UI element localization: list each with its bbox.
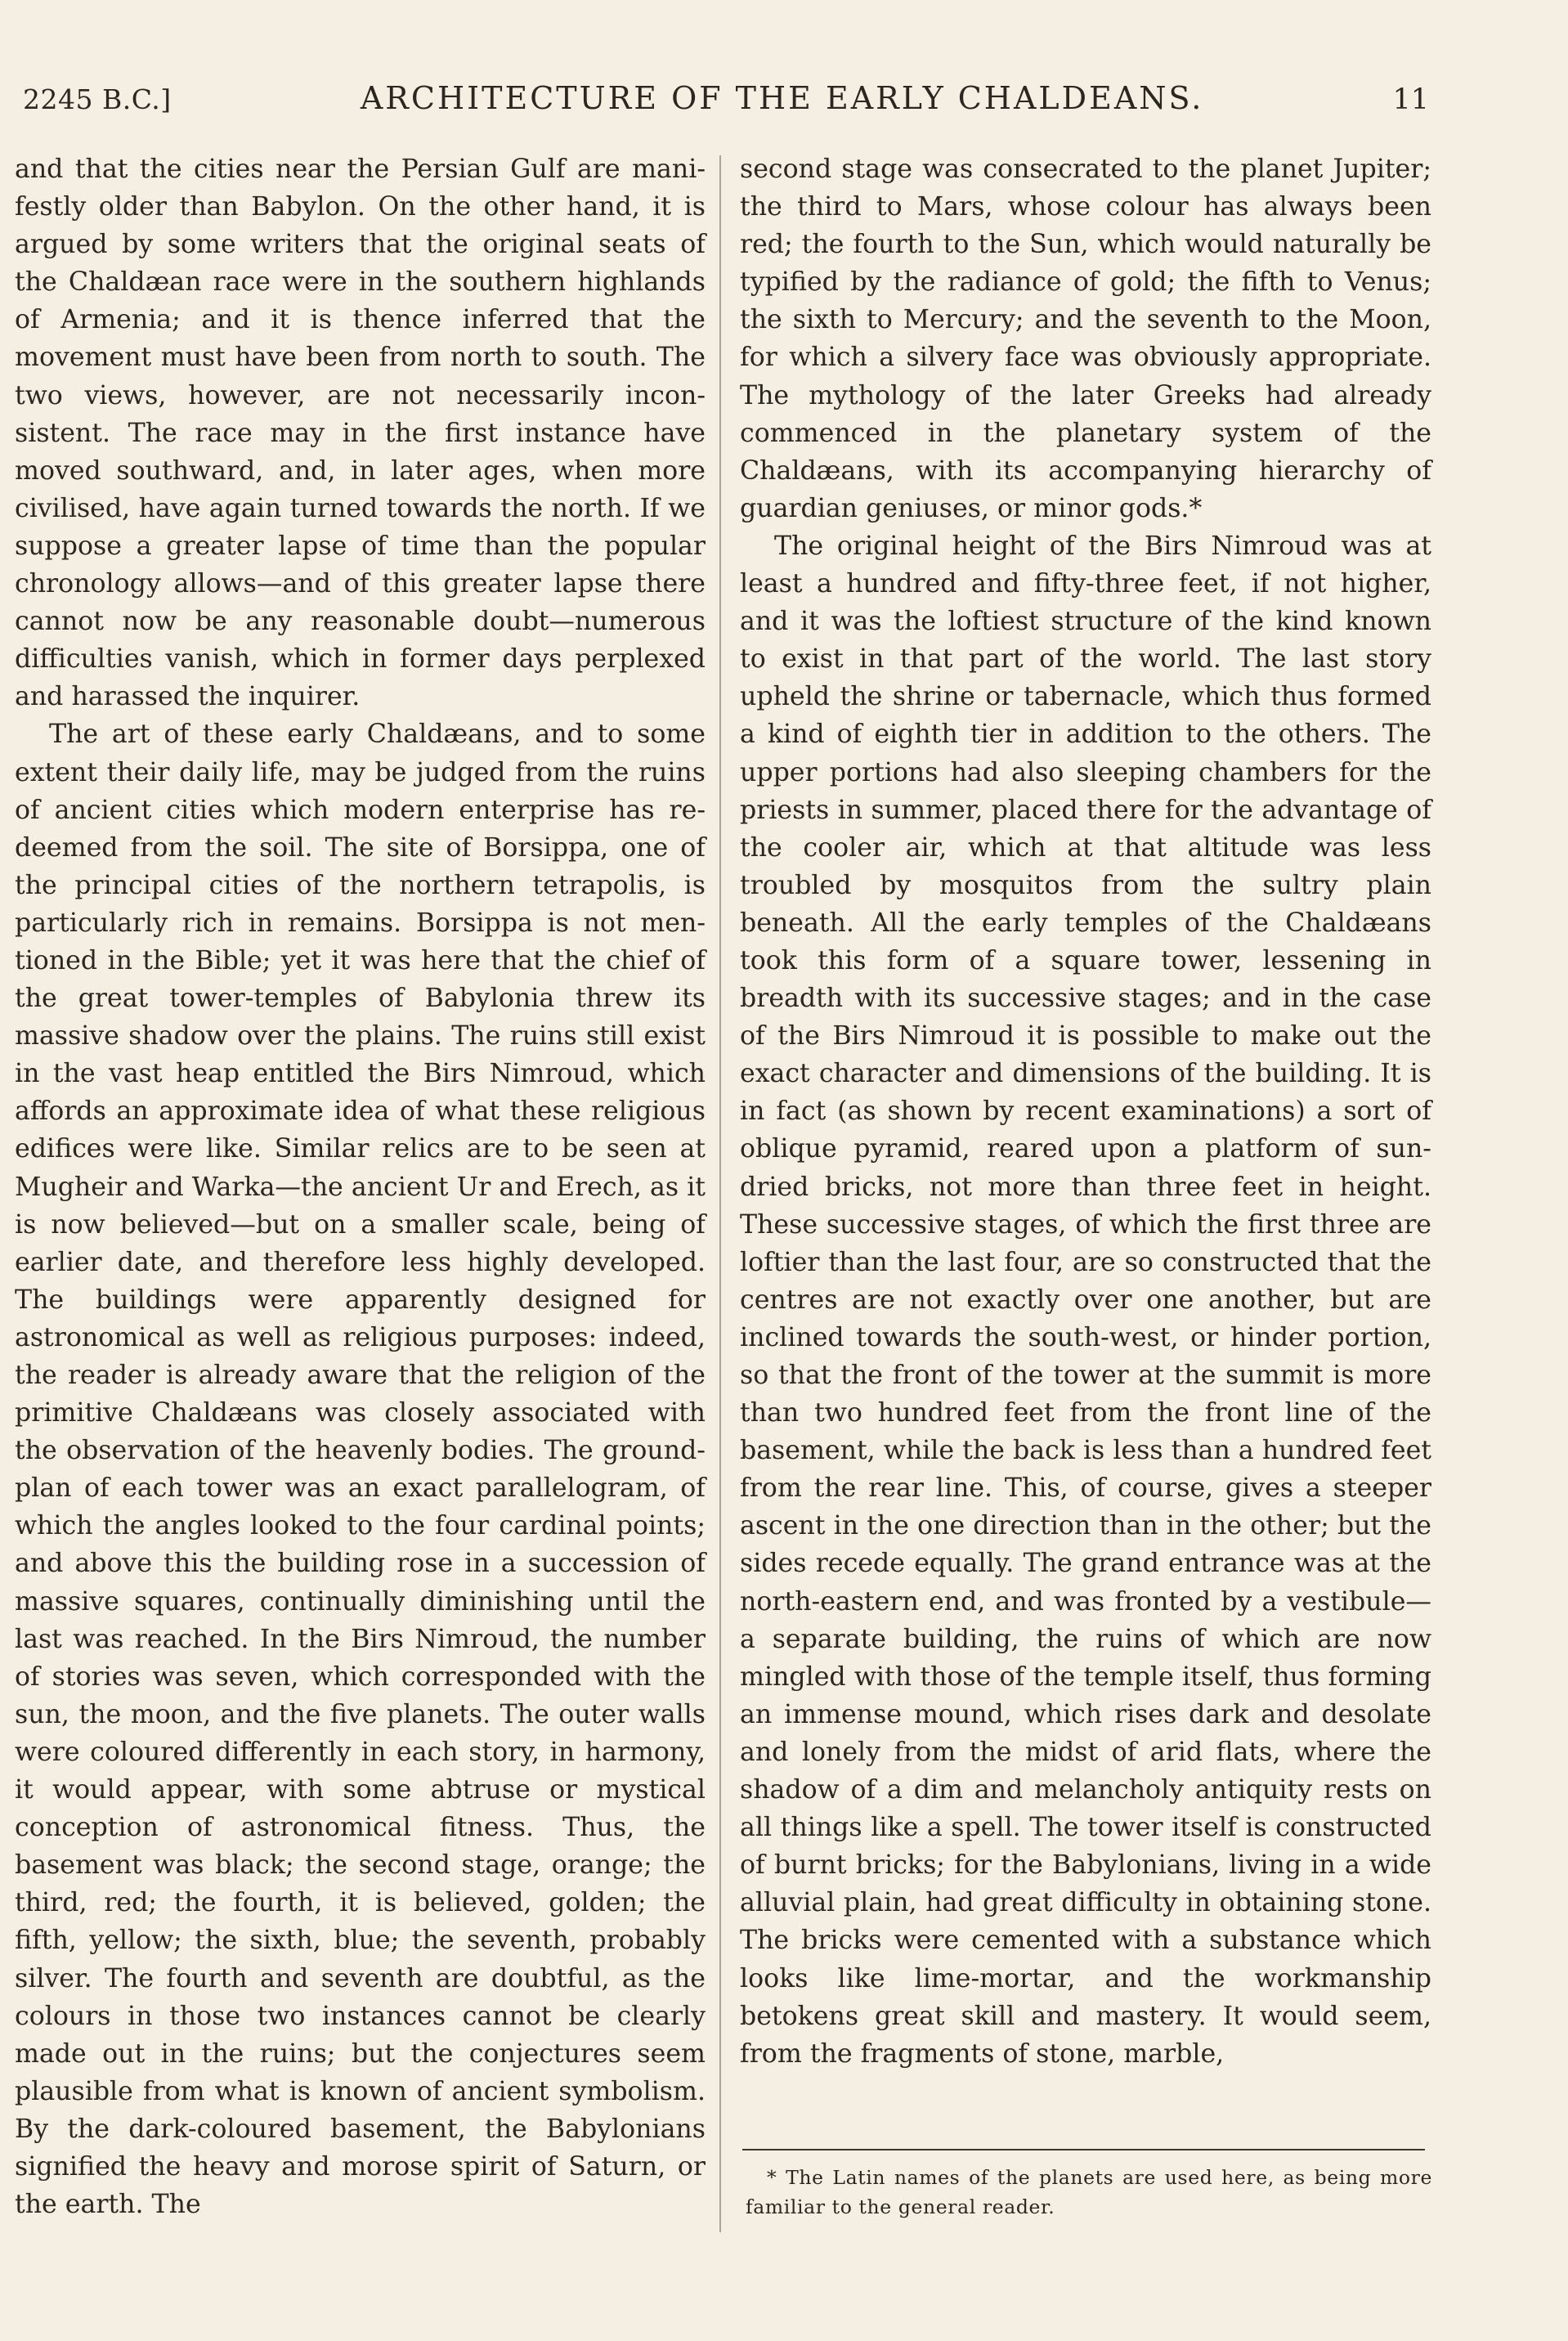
right-paragraph-1: second stage was consecrated to the planet Jupiter; the third to Mars, whose colour has always been red; the fourth to the Sun, which would naturally be typified by the radiance of gold; the fifth to Venus; the sixth to Mercury; and the seventh to the Moon, for which a silvery face was obviously appropriate. The mythology of the later Greeks had already commenced in the planetary system of the Chaldæans, with its accompanying hierarchy of guardian geniuses, or minor gods.*: [740, 155, 1431, 523]
footnote: [746, 2163, 1432, 2222]
footnote-rule: [742, 2149, 1425, 2150]
column-divider: [719, 155, 721, 2232]
right-paragraph-2: The original height of the Birs Nimroud was at least a hundred and fifty-three feet, if not higher, and it was the loftiest structure of the kind known to exist in that part of the world. The last story upheld the shrine or tabernacle, which thus formed a kind of eighth tier in addition to the others. The upper portions had also sleeping chambers for the priests in summer, placed there for the advantage of the cooler air, which at that altitude was less troubled by mosquitos from the sultry plain beneath. All the early temples of the Chaldæans took this form of a square tower, lessening in breadth with its successive stages; and in the case of the Birs Nimroud it is possible to make out the exact character and dimensions of the building. It is in fact (as shown by recent examinations) a sort of oblique pyramid, reared upon a platform of sun-dried bricks, not more than three feet in height. These successive stages, of which the first three are loftier than the last four, are so constructed that the centres are not exactly over one another, but are inclined towards the south-west, or hinder portion, so that the front of the tower at the summit is more than two hundred feet from the front line of the basement, while the back is less than a hundred feet from the rear line. This, of course, gives a steeper ascent in the one direction than in the other; but the sides recede equally. The grand entrance was at the north-eastern end, and was fronted by a vestibule—a separate building, the ruins of which are now mingled with those of the temple itself, thus forming an immense mound, which rises dark and desolate and lonely from the midst of arid flats, where the shadow of a dim and melancholy antiquity rests on all things like a spell. The tower itself is constructed of burnt bricks; for the Babylonians, living in a wide alluvial plain, had great difficulty in obtaining stone. The bricks were cemented with a substance which looks like lime-mortar, and the workmanship betokens great skill and mastery. It would seem, from the fragments of stone, marble,: [740, 531, 1431, 2069]
left-paragraph-2: The art of these early Chaldæans, and to some extent their daily life, may be judged from the ruins of ancient cities which modern enterprise has redeemed from the soil. The site of Borsippa, one of the principal cities of the northern tetrapolis, is particularly rich in remains. Borsippa is not mentioned in the Bible; yet it was here that the chief of the great tower-temples of Babylonia threw its massive shadow over the plains. The ruins still exist in the vast heap entitled the Birs Nimroud, which affords an approximate idea of what these religious edifices were like. Similar relics are to be seen at Mugheir and Warka—the ancient Ur and Erech, as it is now believed—but on a smaller scale, being of earlier date, and therefore less highly developed. The buildings were apparently designed for astronomical as well as religious purposes: indeed, the reader is already aware that the religion of the primitive Chaldæans was closely associated with the observation of the heavenly bodies. The ground-plan of each tower was an exact parallelogram, of which the angles looked to the four cardinal points; and above this the building rose in a succession of massive squares, continually diminishing until the last was reached. In the Birs Nimroud, the number of stories was seven, which corresponded with the sun, the moon, and the five planets. The outer walls were coloured differently in each story, in harmony, it would appear, with some abtruse or mystical conception of astronomical fitness. Thus, the basement was black; the second stage, orange; the third, red; the fourth, it is believed, golden; the fifth, yellow; the sixth, blue; the seventh, probably silver. The fourth and seventh are doubtful, as the colours in those two instances cannot be clearly made out in the ruins; but the conjectures seem plausible from what is known of ancient symbolism. By the dark-coloured basement, the Babylonians signified the heavy and morose spirit of Saturn, or the earth. The: [15, 720, 706, 2220]
footnote-text: * The Latin names of the planets are used here, as being more familiar to the general reader.: [746, 2166, 1432, 2218]
header-date: 2245 B.C.]: [23, 83, 172, 115]
left-column: [15, 150, 706, 2223]
running-head: [23, 80, 1429, 126]
left-paragraph-1: and that the cities near the Persian Gulf are manifestly older than Babylon. On the other hand, it is argued by some writers that the original seats of the Chaldæan race were in the southern highlands of Armenia; and it is thence inferred that the movement must have been from north to south. The two views, however, are not necessarily inconsistent. The race may in the first instance have moved southward, and, in later ages, when more civilised, have again turned towards the north. If we suppose a greater lapse of time than the popular chronology allows—and of this greater lapse there cannot now be any reasonable doubt—numerous difficulties vanish, which in former days perplexed and harassed the inquirer.: [15, 155, 706, 712]
right-column: [740, 150, 1431, 2073]
header-title: ARCHITECTURE OF THE EARLY CHALDEANS.: [360, 80, 1204, 116]
page-number: 11: [1392, 83, 1429, 116]
